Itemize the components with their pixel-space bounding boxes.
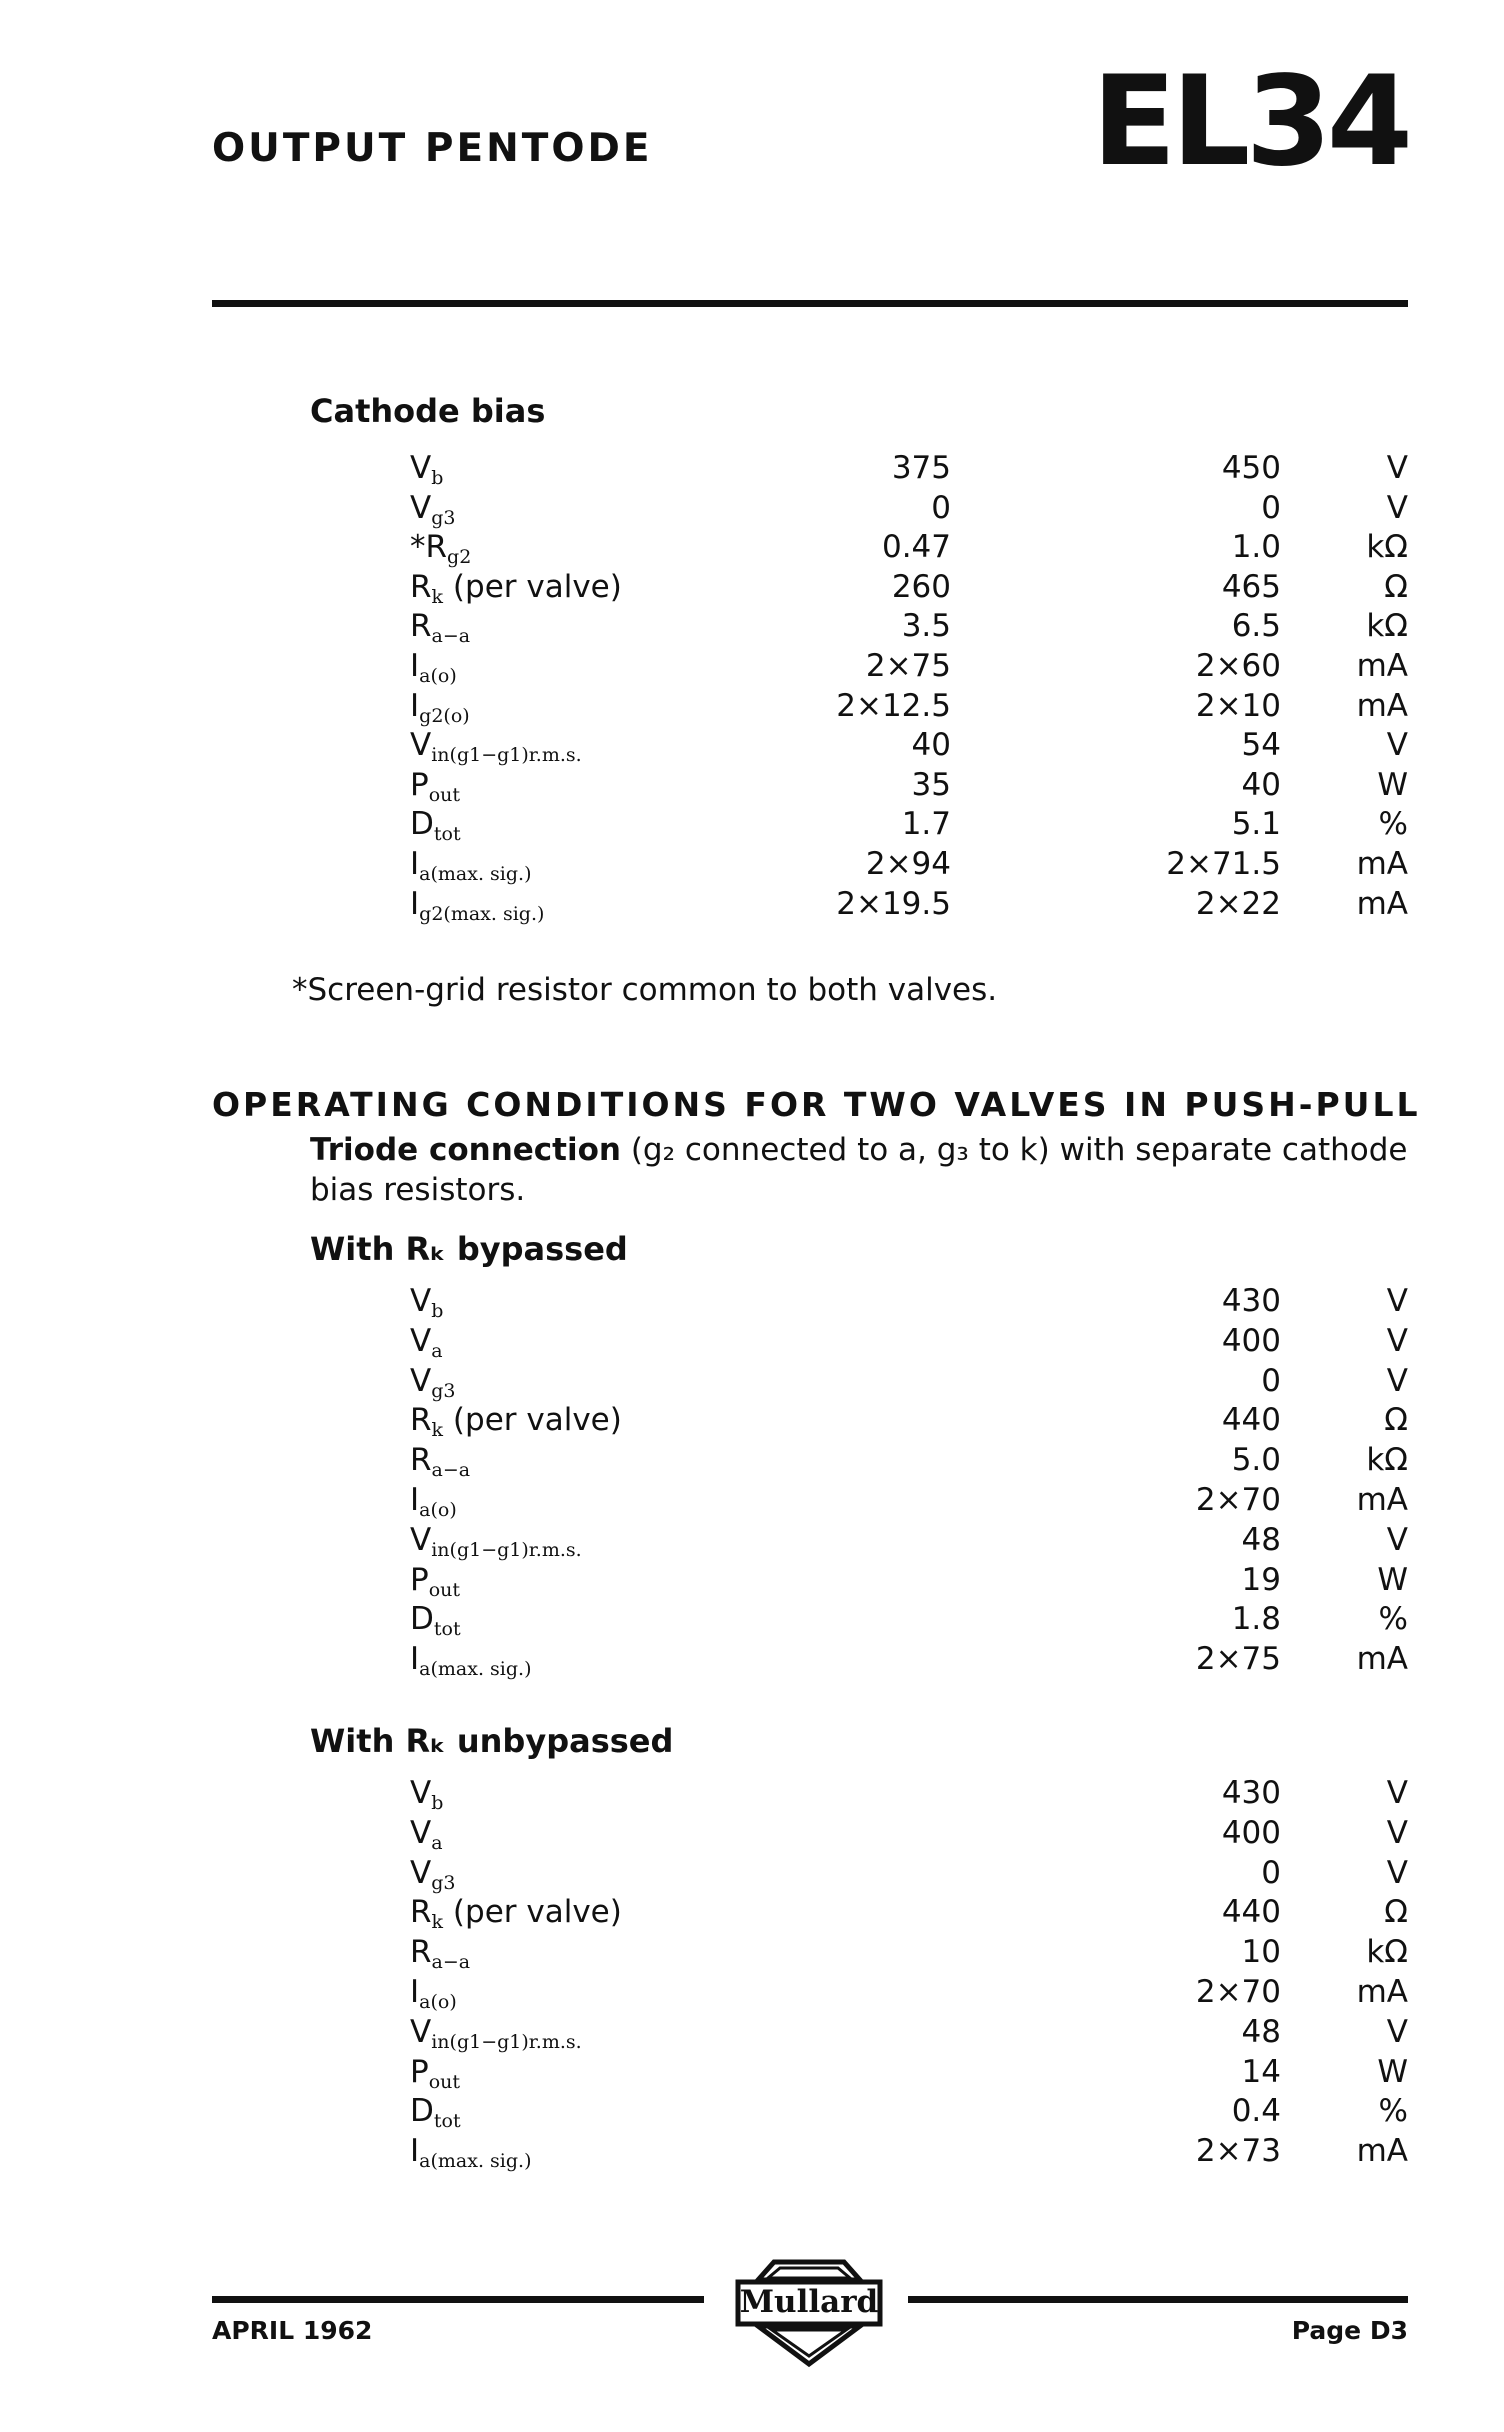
value-column-2: 2×22 [1195,885,1281,922]
value-column-2: 2×71.5 [1166,846,1281,882]
value-column-1: 3.5 [901,608,951,645]
operating-conditions-heading: OPERATING CONDITIONS FOR TWO VALVES IN PUSH-PULL [212,1085,1421,1124]
table-row [0,529,1504,569]
unit: % [1378,2093,1408,2130]
parameter-symbol: $P_{out}$ [410,2053,461,2093]
value-column-2: 465 [1221,568,1281,605]
value-column-2: 430 [1221,1775,1281,1811]
value-column-2: 2×73 [1195,2133,1281,2170]
parameter-symbol: $V_{g3}$ [410,489,456,529]
value-column-1: 40 [911,727,951,764]
unit: V [1386,2013,1408,2050]
parameter-symbol: $V_a$ [410,1322,443,1362]
header-rule [212,300,1408,307]
parameter-symbol: $I_{a(o)}$ [410,1974,457,2013]
unbypassed-heading: With Rₖ unbypassed [310,1722,674,1760]
value-column-2: 2×70 [1195,1482,1281,1518]
mullard-logo [734,2256,884,2376]
table-row [0,806,1504,846]
unit: kΩ [1366,1934,1408,1971]
value-column-1: 2×94 [865,846,951,882]
unit: V [1386,489,1408,526]
value-column-1: 2×12.5 [836,687,951,724]
value-column-2: 400 [1221,1814,1281,1851]
table-row [0,1482,1504,1522]
value-column-1: 375 [891,450,951,486]
parameter-symbol: $I_{a(max. sig.)}$ [410,846,532,885]
parameter-symbol: $V_b$ [410,1775,444,1814]
unit: % [1378,806,1408,843]
table-row [0,1974,1504,2014]
triode-connection-label: Triode connection [310,1132,621,1168]
value-column-2: 48 [1241,1521,1281,1558]
unit: W [1377,1561,1408,1598]
value-column-2: 54 [1241,727,1281,764]
value-column-2: 0 [1261,1854,1281,1891]
parameter-symbol: $V_{in(g1-g1)r.m.s.}$ [410,727,582,767]
table-row [0,1815,1504,1855]
parameter-symbol: $I_{a(max. sig.)}$ [410,1641,532,1681]
parameter-symbol: $D_{tot}$ [410,2093,461,2133]
unit: mA [1356,687,1408,724]
table-row [0,1894,1504,1934]
value-column-2: 450 [1221,450,1281,486]
unit: mA [1356,648,1408,684]
value-column-2: 2×75 [1195,1641,1281,1678]
table-row [0,767,1504,807]
table-row [0,1934,1504,1974]
value-column-2: 430 [1221,1283,1281,1319]
unit: V [1386,1322,1408,1359]
table-row [0,450,1504,490]
parameter-symbol: $V_a$ [410,1814,443,1854]
triode-connection-desc: (g₂ connected to a, g₃ to k) with separate cathode [620,1132,1408,1168]
value-column-2: 14 [1241,2053,1281,2090]
value-column-1: 35 [911,766,951,803]
footer-page-number: Page D3 [1291,2316,1408,2345]
table-row [0,1363,1504,1403]
unit: kΩ [1366,529,1408,566]
parameter-symbol: $R_{a-a}$ [410,1442,471,1482]
footer-rule-right [908,2296,1408,2303]
bypassed-heading: With Rₖ bypassed [310,1230,628,1268]
value-column-1: 0 [931,489,951,526]
table-row [0,846,1504,886]
unit: V [1386,1814,1408,1851]
table-row [0,2133,1504,2173]
parameter-symbol: $V_{in(g1-g1)r.m.s.}$ [410,1521,582,1561]
value-column-2: 400 [1221,1322,1281,1359]
parameter-symbol: $V_b$ [410,1283,444,1322]
table-row [0,688,1504,728]
unit: mA [1356,2133,1408,2170]
value-column-2: 0.4 [1231,2093,1281,2130]
value-column-1: 2×75 [865,648,951,684]
value-column-2: 440 [1221,1894,1281,1931]
parameter-symbol: $I_{g2(o)}$ [410,687,470,727]
unit: W [1377,2053,1408,2090]
unit: mA [1356,1482,1408,1518]
mullard-logo-text: Mullard [739,2284,879,2320]
table-row [0,1562,1504,1602]
parameter-symbol: $R_{a-a}$ [410,608,471,648]
unit: Ω [1384,1894,1408,1931]
parameter-symbol: $I_{a(o)}$ [410,648,457,687]
value-column-1: 0.47 [881,529,951,566]
table-row [0,1402,1504,1442]
cathode-bias-heading: Cathode bias [310,392,546,430]
unit: V [1386,1775,1408,1811]
value-column-2: 6.5 [1231,608,1281,645]
table-row [0,1641,1504,1681]
unit: kΩ [1366,1442,1408,1479]
parameter-symbol: $*R_{g2}$ [410,529,472,569]
unit: V [1386,727,1408,764]
value-column-2: 2×70 [1195,1974,1281,2010]
parameter-symbol: $R_k$ (per valve) [410,1402,622,1442]
value-column-2: 1.8 [1231,1601,1281,1638]
table-row [0,886,1504,926]
footer-rule-left [212,2296,704,2303]
unit: W [1377,766,1408,803]
unit: kΩ [1366,608,1408,645]
parameter-symbol: $R_{a-a}$ [410,1934,471,1974]
cathode-bias-note: *Screen-grid resistor common to both valves. [292,972,998,1008]
parameter-symbol: $V_b$ [410,450,444,489]
value-column-2: 40 [1241,766,1281,803]
unit: mA [1356,1641,1408,1678]
parameter-symbol: $I_{a(max. sig.)}$ [410,2133,532,2173]
value-column-1: 1.7 [901,806,951,843]
parameter-symbol: $R_k$ (per valve) [410,568,622,608]
table-row [0,2014,1504,2054]
unit: Ω [1384,1402,1408,1439]
table-row [0,1522,1504,1562]
unit: V [1386,1283,1408,1319]
table-row [0,1775,1504,1815]
table-row [0,490,1504,530]
table-row [0,1323,1504,1363]
table-row [0,1442,1504,1482]
value-column-1: 260 [891,568,951,605]
unit: mA [1356,846,1408,882]
value-column-2: 1.0 [1231,529,1281,566]
unit: V [1386,1362,1408,1399]
value-column-2: 19 [1241,1561,1281,1598]
parameter-symbol: $V_{g3}$ [410,1854,456,1894]
value-column-1: 2×19.5 [836,885,951,922]
table-row [0,648,1504,688]
table-row [0,2093,1504,2133]
unit: V [1386,1521,1408,1558]
parameter-symbol: $R_k$ (per valve) [410,1894,622,1934]
unit: mA [1356,1974,1408,2010]
parameter-symbol: $I_{g2(max. sig.)}$ [410,885,545,925]
page-title: OUTPUT PENTODE [212,126,653,171]
triode-connection-desc-2: bias resistors. [310,1172,526,1208]
value-column-2: 2×10 [1195,687,1281,724]
value-column-2: 2×60 [1195,648,1281,684]
value-column-2: 0 [1261,1362,1281,1399]
table-row [0,1283,1504,1323]
table-row [0,608,1504,648]
parameter-symbol: $D_{tot}$ [410,806,461,846]
parameter-symbol: $V_{in(g1-g1)r.m.s.}$ [410,2013,582,2053]
parameter-symbol: $I_{a(o)}$ [410,1482,457,1521]
table-row [0,569,1504,609]
footer-date: APRIL 1962 [212,2316,373,2345]
unit: V [1386,1854,1408,1891]
triode-connection-text [310,1130,1408,1210]
unit: % [1378,1601,1408,1638]
parameter-symbol: $P_{out}$ [410,1561,461,1601]
table-row [0,1601,1504,1641]
table-row [0,727,1504,767]
unit: V [1386,450,1408,486]
value-column-2: 5.0 [1231,1442,1281,1479]
unit: mA [1356,885,1408,922]
unit: Ω [1384,568,1408,605]
table-row [0,2054,1504,2094]
value-column-2: 0 [1261,489,1281,526]
parameter-symbol: $V_{g3}$ [410,1362,456,1402]
table-row [0,1855,1504,1895]
value-column-2: 48 [1241,2013,1281,2050]
value-column-2: 5.1 [1231,806,1281,843]
parameter-symbol: $P_{out}$ [410,766,461,806]
value-column-2: 10 [1241,1934,1281,1971]
type-number: EL34 [1091,50,1408,194]
value-column-2: 440 [1221,1402,1281,1439]
parameter-symbol: $D_{tot}$ [410,1601,461,1641]
